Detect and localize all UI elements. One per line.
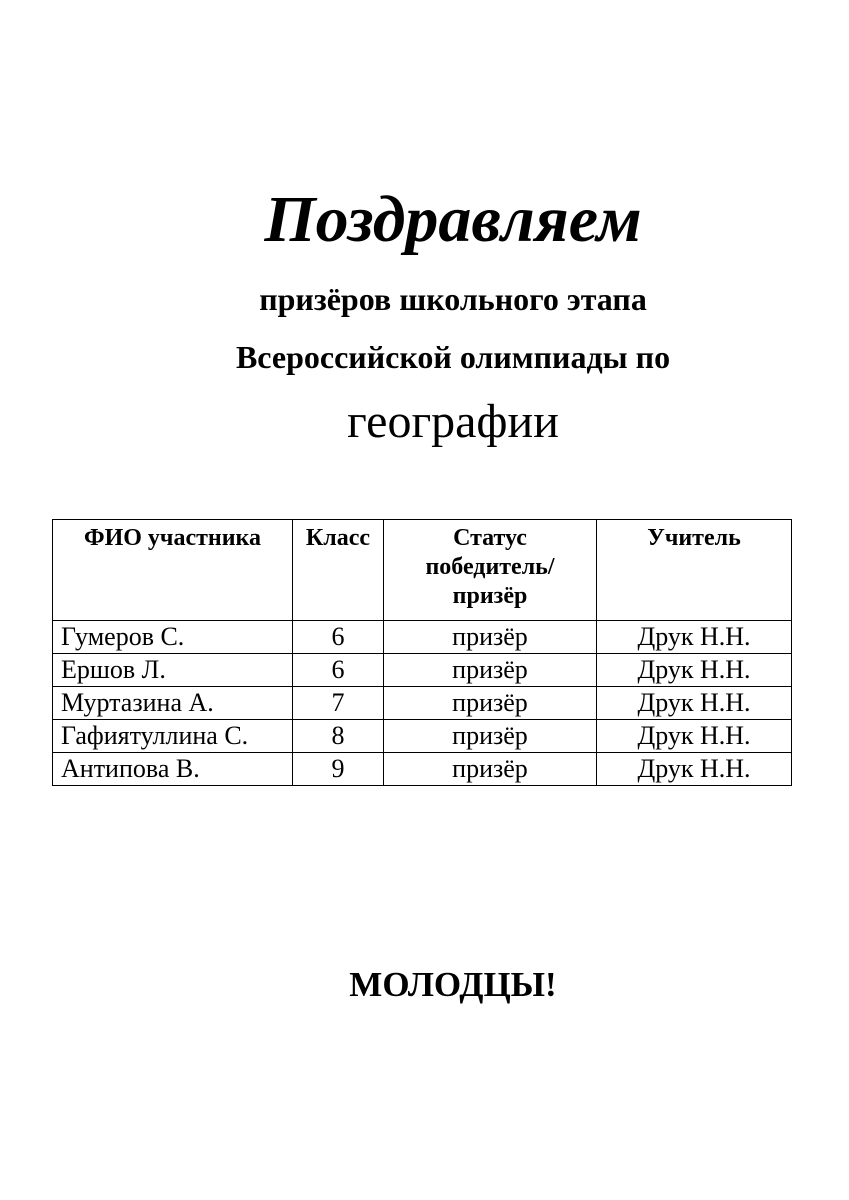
participant-teacher: Друк Н.Н. — [597, 687, 792, 720]
results-table — [52, 519, 792, 786]
participant-name: Антипова В. — [53, 753, 293, 786]
participant-teacher: Друк Н.Н. — [597, 753, 792, 786]
participant-grade: 6 — [293, 654, 384, 687]
congrats-title: Поздравляем — [264, 183, 642, 256]
participant-grade: 6 — [293, 621, 384, 654]
table-row — [53, 753, 792, 786]
participant-status: призёр — [384, 753, 597, 786]
participant-name: Гумеров С. — [53, 621, 293, 654]
participant-teacher: Друк Н.Н. — [597, 621, 792, 654]
subtitle-line-2: Всероссийской олимпиады по — [235, 339, 671, 375]
table-row — [53, 720, 792, 753]
participant-name: Муртазина А. — [53, 687, 293, 720]
participant-grade: 8 — [293, 720, 384, 753]
column-header-grade: Класс — [293, 520, 384, 621]
table-row — [53, 654, 792, 687]
participant-status: призёр — [384, 687, 597, 720]
footer-cheer: МОЛОДЦЫ! — [349, 965, 557, 1004]
participant-name: Ершов Л. — [53, 654, 293, 687]
participant-status: призёр — [384, 654, 597, 687]
column-header-name: ФИО участника — [53, 520, 293, 621]
participant-grade: 9 — [293, 753, 384, 786]
subtitle-line-1: призёров школьного этапа — [259, 281, 647, 317]
participant-teacher: Друк Н.Н. — [597, 654, 792, 687]
table-header-row — [53, 520, 792, 621]
column-header-teacher: Учитель — [597, 520, 792, 621]
participant-grade: 7 — [293, 687, 384, 720]
participant-status: призёр — [384, 720, 597, 753]
participant-teacher: Друк Н.Н. — [597, 720, 792, 753]
participant-status: призёр — [384, 621, 597, 654]
subject-title: географии — [347, 395, 559, 448]
participant-name: Гафиятуллина С. — [53, 720, 293, 753]
column-header-status: Статус победитель/ призёр — [384, 520, 597, 621]
table-row — [53, 687, 792, 720]
table-row — [53, 621, 792, 654]
